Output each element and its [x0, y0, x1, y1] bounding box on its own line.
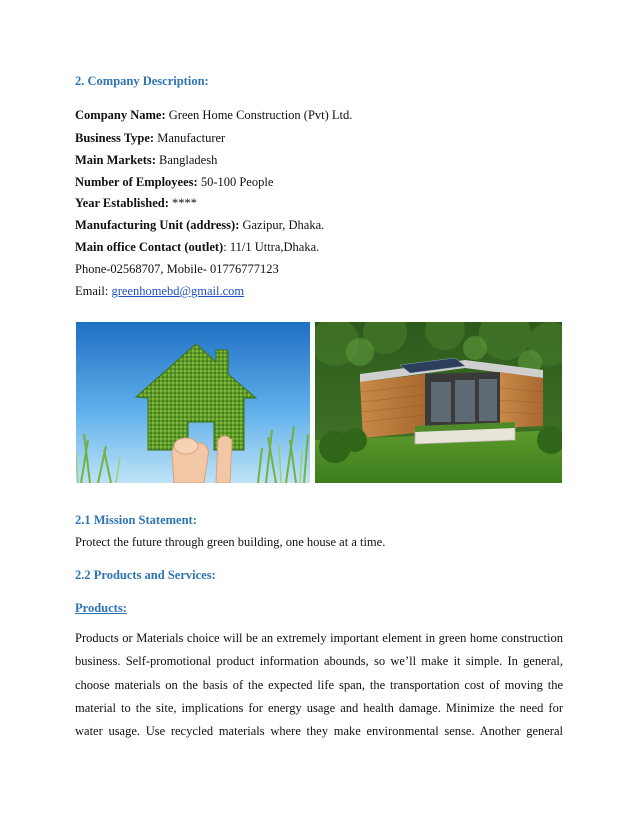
paragraph-line: water usage. Use recycled materials where they make environmental sense. Another general	[75, 724, 563, 739]
main-office-value: : 11/1 Uttra,Dhaka.	[223, 240, 320, 254]
employees-line	[75, 175, 273, 190]
modern-green-roof-house-image	[315, 322, 562, 483]
paragraph-line: material to the site, implications for energy usage and health damage. Minimize the need for	[75, 700, 563, 715]
paragraph-line: choose materials on the basis of the expected life span, the transportation cost of moving the	[75, 677, 563, 692]
paragraph-line: Products or Materials choice will be an extremely important element in green home construction	[75, 631, 563, 645]
main-office-line	[75, 240, 319, 255]
email-label: Email:	[75, 284, 112, 298]
grass-house-in-hand-image	[76, 322, 310, 483]
manufacturing-unit-line	[75, 218, 324, 233]
main-office-label: Main office Contact (outlet)	[75, 240, 224, 254]
products-subheading: Products:	[75, 601, 127, 615]
business-type-value: Manufacturer	[154, 131, 226, 145]
email-line	[75, 284, 244, 299]
manufacturing-unit-label: Manufacturing Unit (address):	[75, 218, 240, 232]
employees-value: 50-100 People	[197, 175, 274, 189]
main-markets-value: Bangladesh	[155, 153, 218, 167]
section-heading: 2. Company Description:	[75, 74, 209, 88]
company-name-line	[75, 108, 352, 123]
company-name-label: Company Name:	[75, 108, 166, 122]
established-label: Year Established:	[75, 196, 169, 210]
business-type-label: Business Type:	[75, 131, 155, 145]
products-paragraph	[75, 627, 563, 743]
phone-line: Phone-02568707, Mobile- 01776777123	[75, 262, 279, 276]
mission-text: Protect the future through green building, one house at a time.	[75, 535, 386, 549]
established-value: ****	[168, 196, 198, 210]
products-services-heading: 2.2 Products and Services:	[75, 568, 216, 582]
email-link[interactable]: greenhomebd@gmail.com	[111, 284, 245, 298]
manufacturing-unit-value: Gazipur, Dhaka.	[239, 218, 325, 232]
main-markets-line	[75, 153, 217, 168]
company-name-value: Green Home Construction (Pvt) Ltd.	[165, 108, 353, 122]
mission-heading: 2.1 Mission Statement:	[75, 513, 197, 527]
business-type-line	[75, 131, 225, 146]
established-line	[75, 196, 197, 211]
paragraph-line: business. Self-promotional product information abounds, so we’ll make it simple. In general,	[75, 654, 563, 669]
main-markets-label: Main Markets:	[75, 153, 156, 167]
employees-label: Number of Employees:	[75, 175, 198, 189]
